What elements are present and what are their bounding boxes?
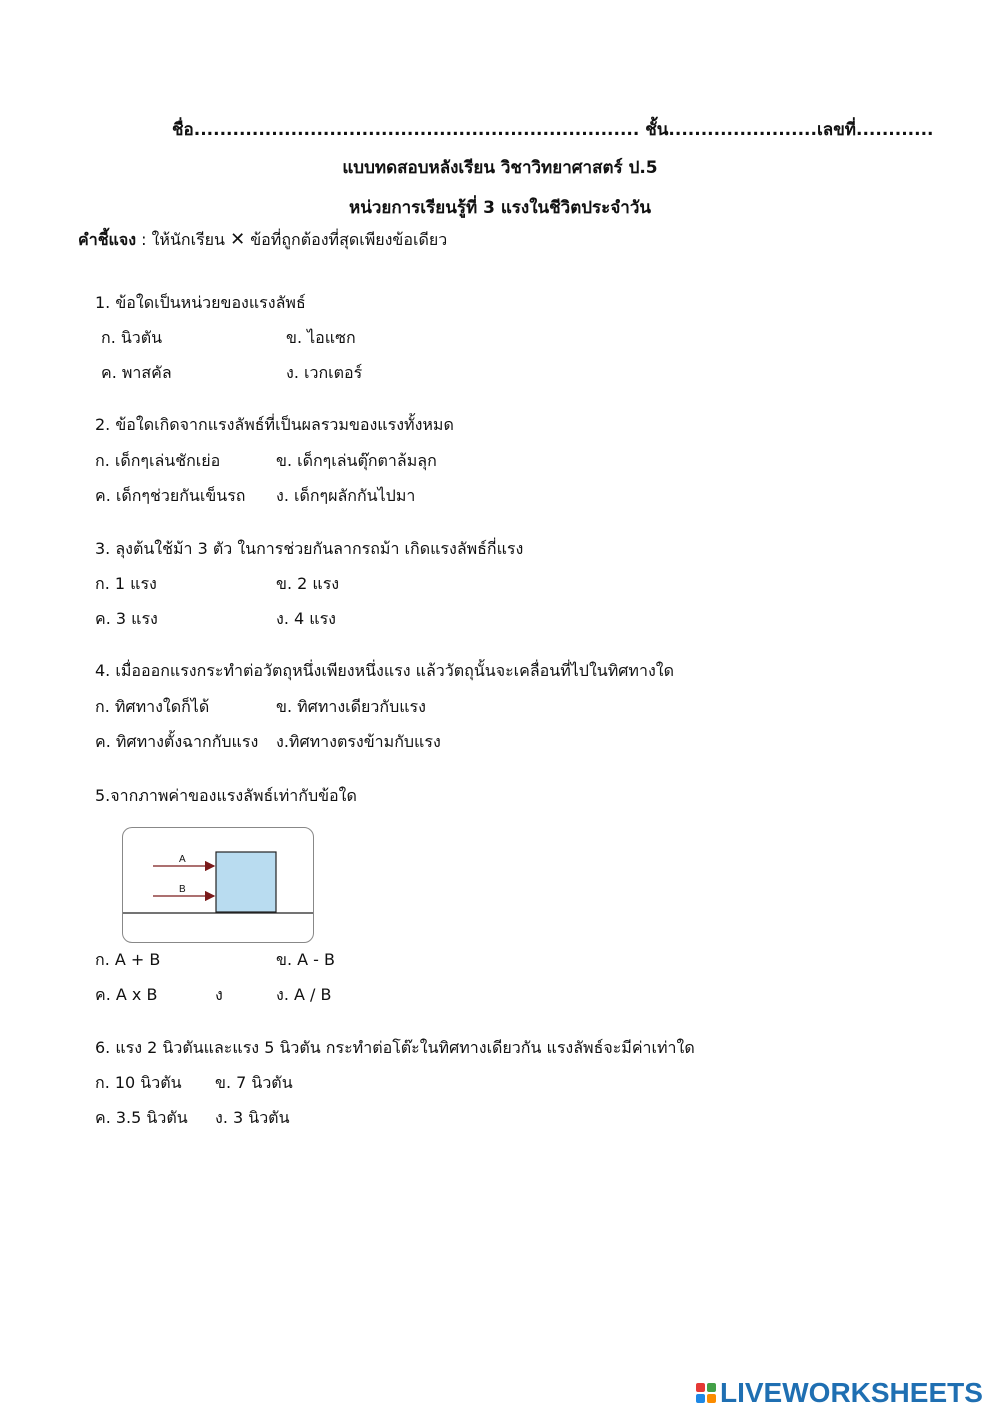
q4-option-a[interactable]: ก. ทิศทางใดก็ได้ bbox=[95, 697, 210, 716]
cross-mark-icon: ✕ bbox=[230, 229, 246, 250]
q3-option-a[interactable]: ก. 1 แรง bbox=[95, 574, 157, 593]
q1-option-a[interactable]: ก. นิวตัน bbox=[101, 328, 163, 347]
liveworksheets-logo bbox=[696, 1376, 983, 1410]
box-object bbox=[216, 852, 276, 912]
instructions bbox=[78, 228, 447, 253]
test-title: แบบทดสอบหลังเรียน วิชาวิทยาศาสตร์ ป.5 bbox=[342, 158, 658, 178]
student-info-line: ชื่อ..................................................................... ชั้น.......................เลขที่............ bbox=[172, 120, 934, 140]
q3-option-d[interactable]: ง. 4 แรง bbox=[276, 609, 336, 628]
q5-option-b[interactable]: ข. A - B bbox=[276, 950, 335, 969]
question-5-text: 5.จากภาพค่าของแรงลัพธ์เท่ากับข้อใด bbox=[95, 786, 357, 805]
q6-option-d[interactable]: ง. 3 นิวตัน bbox=[215, 1108, 290, 1127]
q4-option-d[interactable]: ง.ทิศทางตรงข้ามกับแรง bbox=[276, 732, 441, 751]
q3-option-c[interactable]: ค. 3 แรง bbox=[95, 609, 158, 628]
q5-option-d[interactable]: ง. A / B bbox=[276, 985, 332, 1004]
q3-option-b[interactable]: ข. 2 แรง bbox=[276, 574, 340, 593]
q6-option-b[interactable]: ข. 7 นิวตัน bbox=[215, 1073, 293, 1092]
q2-option-b[interactable]: ข. เด็กๆเล่นตุ๊กตาล้มลุก bbox=[276, 451, 437, 470]
instructions-prefix: : ให้นักเรียน bbox=[136, 230, 231, 249]
instructions-label: คำชี้แจง bbox=[78, 230, 137, 249]
force-label-a: A bbox=[179, 854, 186, 865]
question-6-text: 6. แรง 2 นิวตันและแรง 5 นิวตัน กระทำต่อโต๊ะในทิศทางเดียวกัน แรงลัพธ์จะมีค่าเท่าใด bbox=[95, 1038, 695, 1057]
brand-name: LIVEWORKSHEETS bbox=[720, 1377, 983, 1408]
q5-option-c[interactable]: ค. A x B bbox=[95, 985, 158, 1004]
q1-option-d[interactable]: ง. เวกเตอร์ bbox=[286, 363, 363, 382]
q1-option-c[interactable]: ค. พาสคัล bbox=[101, 363, 172, 382]
question-3-text: 3. ลุงต้นใช้ม้า 3 ตัว ในการช่วยกันลากรถม้า เกิดแรงลัพธ์กี่แรง bbox=[95, 539, 524, 558]
q5-stray-char: ง bbox=[215, 985, 223, 1004]
force-diagram bbox=[122, 827, 314, 943]
q2-option-c[interactable]: ค. เด็กๆช่วยกันเข็นรถ bbox=[95, 486, 246, 505]
unit-subtitle: หน่วยการเรียนรู้ที่ 3 แรงในชีวิตประจำวัน bbox=[349, 198, 651, 218]
instructions-suffix: ข้อที่ถูกต้องที่สุดเพียงข้อเดียว bbox=[245, 230, 448, 249]
question-1-text: 1. ข้อใดเป็นหน่วยของแรงลัพธ์ bbox=[95, 293, 306, 312]
q4-option-b[interactable]: ข. ทิศทางเดียวกับแรง bbox=[276, 697, 426, 716]
question-4-text: 4. เมื่อออกแรงกระทำต่อวัตถุหนึ่งเพียงหนึ่งแรง แล้ววัตถุนั้นจะเคลื่อนที่ไปในทิศทางใด bbox=[95, 661, 674, 680]
q6-option-c[interactable]: ค. 3.5 นิวตัน bbox=[95, 1108, 188, 1127]
q4-option-c[interactable]: ค. ทิศทางตั้งฉากกับแรง bbox=[95, 732, 259, 751]
q6-option-a[interactable]: ก. 10 นิวตัน bbox=[95, 1073, 182, 1092]
force-diagram-svg bbox=[123, 828, 313, 942]
question-2-text: 2. ข้อใดเกิดจากแรงลัพธ์ที่เป็นผลรวมของแรงทั้งหมด bbox=[95, 415, 454, 434]
force-label-b: B bbox=[179, 884, 186, 895]
q2-option-a[interactable]: ก. เด็กๆเล่นชักเย่อ bbox=[95, 451, 221, 470]
logo-blocks-icon bbox=[696, 1383, 716, 1403]
q1-option-b[interactable]: ข. ไอแซก bbox=[286, 328, 356, 347]
q5-option-a[interactable]: ก. A + B bbox=[95, 950, 161, 969]
q2-option-d[interactable]: ง. เด็กๆผลักกันไปมา bbox=[276, 486, 416, 505]
